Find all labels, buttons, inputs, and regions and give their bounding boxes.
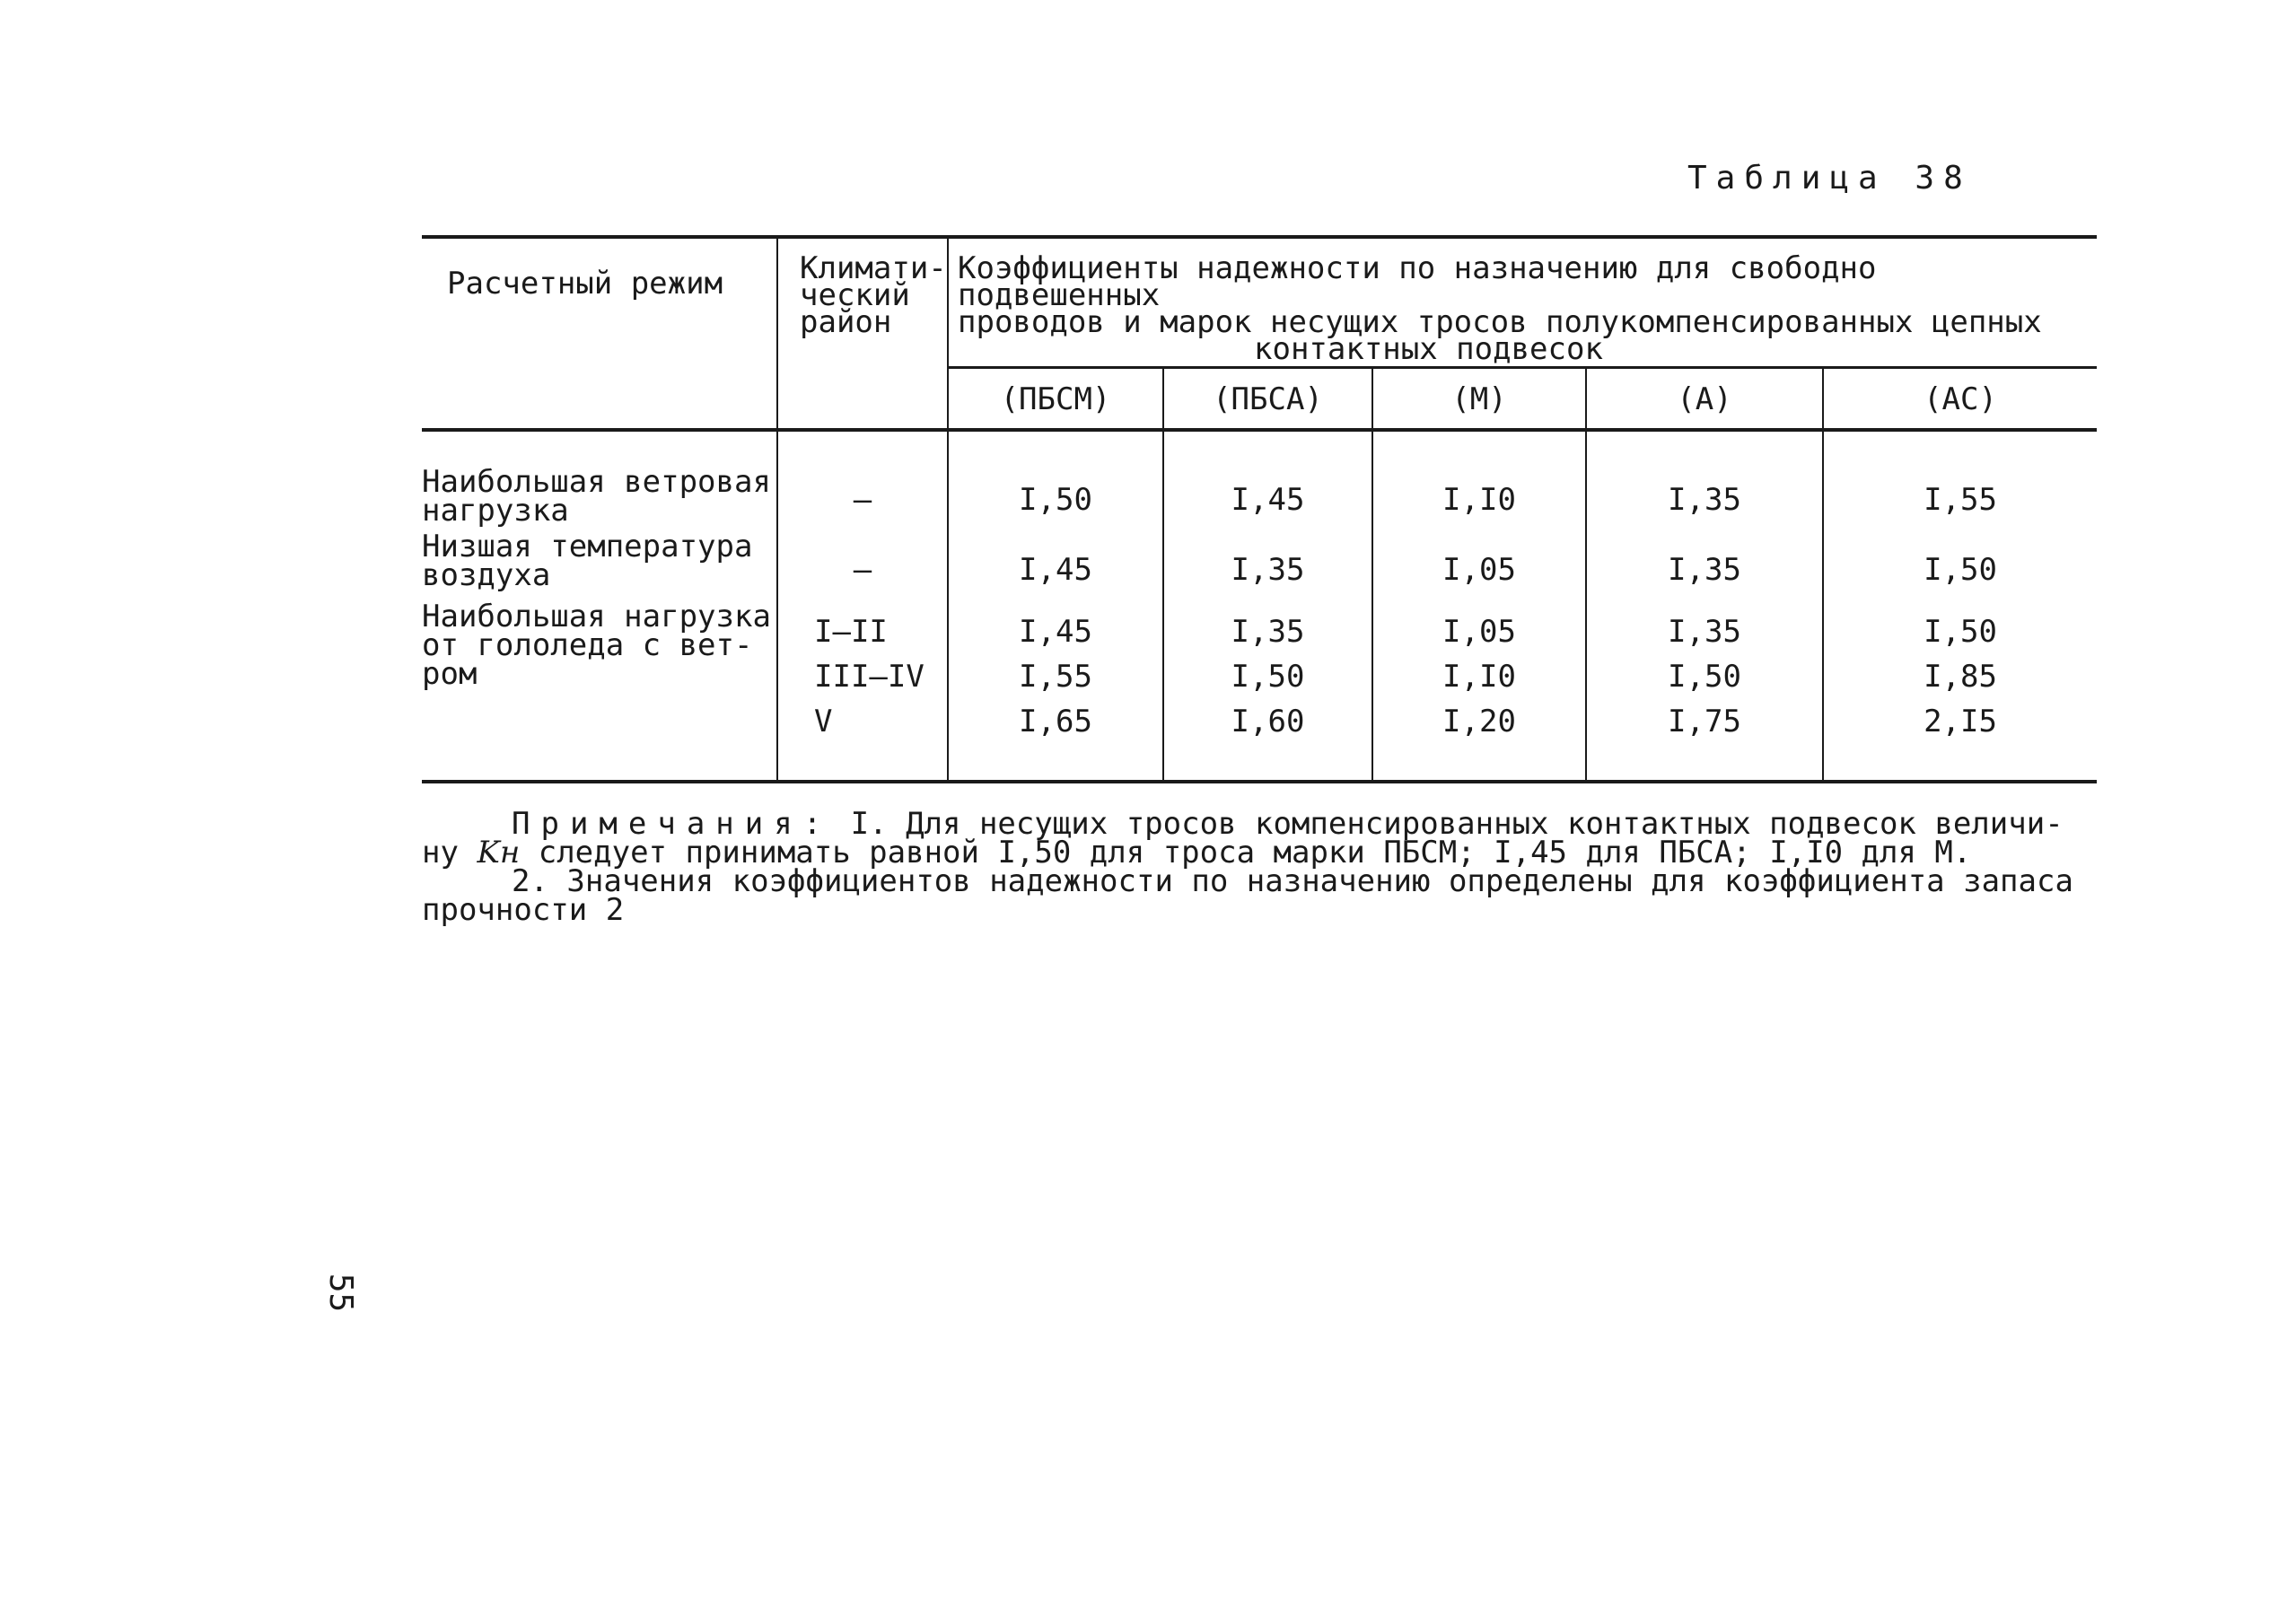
reliability-table-wrapper [422,235,2097,783]
row-climate-value: – [777,430,948,525]
header-climate-line: ческий [800,277,910,313]
table-caption: Таблица 38 [1687,160,1972,197]
regime-line: нагрузка [422,493,569,529]
note-2-first-line: 2. Значения коэффициентов надежности по назначению определены для коэффициента запаса [512,863,2073,899]
value-cell: I,35 [1586,430,1823,525]
value-line: I,45 [1019,614,1092,650]
header-coefficients [948,237,2097,368]
value-cell: I,50 [1924,552,1997,588]
value-line: I,75 [1668,704,1741,739]
notes-label: Примечания: [512,806,833,842]
value-cell-stack [948,590,1163,782]
value-cell: I,05 [1372,525,1586,590]
header-coef-line: контактных подвесок [1254,331,1603,367]
value-line: I,65 [1019,704,1092,739]
climate-line: V [814,704,833,739]
note-1-cont-text: следует принимать равной I,50 для троса марки ПБСМ; I,45 для ПБСА; I,I0 для М. [538,835,1972,871]
value-line: I,I0 [1442,659,1516,695]
row-regime-label [422,430,777,529]
note-1-text: I. Для несущих тросов компенсированных контактных подвесок величи- [850,806,2064,842]
value-cell-stack [1372,590,1586,782]
value-line: I,35 [1668,614,1741,650]
value-cell-stack [1586,590,1823,782]
value-line: I,35 [1231,614,1305,650]
value-line: 2,I5 [1924,704,1997,739]
climate-line: III–IV [814,659,925,695]
value-line: I,50 [1668,659,1741,695]
header-climate-line: Климати- [800,250,947,286]
header-regime: Расчетный режим [422,237,777,430]
value-cell: I,I0 [1372,430,1586,525]
value-line: I,55 [1019,659,1092,695]
note-2-continuation: прочности 2 [422,892,625,928]
value-cell: I,45 [948,525,1163,590]
regime-line: ром [422,656,478,692]
value-cell: I,50 [948,430,1163,525]
regime-line: Наибольшая нагрузка [422,599,771,634]
header-mark-pbsm: (ПБСМ) [948,368,1163,431]
regime-line: воздуха [422,557,551,593]
header-coef-line: проводов и марок несущих тросов полукомпенсированных цепных [958,304,2042,340]
value-line: I,20 [1442,704,1516,739]
row-climate-values [777,590,948,782]
value-cell: I,35 [1586,525,1823,590]
header-climate-line: район [800,304,892,340]
notes-block [422,806,2097,928]
header-coef-line: Коэффициенты надежности по назначению для свободно подвешенных [958,250,1877,313]
value-line: I,50 [1231,659,1305,695]
climate-line: I–II [814,614,888,650]
row-regime-label [422,525,777,593]
header-climate-region [777,237,948,430]
value-cell: I,55 [1924,482,1997,518]
table-row [422,430,2097,525]
value-line: I,50 [1924,614,1997,650]
value-line: I,60 [1231,704,1305,739]
value-line: I,05 [1442,614,1516,650]
header-mark-pbsa: (ПБСА) [1163,368,1372,431]
value-cell: I,35 [1163,525,1372,590]
regime-line: Низшая температура [422,529,753,564]
value-cell-stack [1823,590,2097,782]
regime-line: Наибольшая ветровая [422,464,771,500]
table-row [422,590,2097,782]
row-regime-label [422,590,777,782]
value-cell-stack [1163,590,1372,782]
value-line: I,85 [1924,659,1997,695]
page-number: 55 [322,1273,360,1313]
row-climate-value: – [777,525,948,590]
k-coefficient-symbol: Kн [477,835,521,871]
reliability-coefficients-table [422,235,2097,783]
table-row [422,525,2097,590]
header-mark-a: (А) [1586,368,1823,431]
regime-line: от гололеда с вет- [422,627,753,663]
note-1-prefix: ну [422,835,459,871]
header-mark-as: (АС) [1823,368,2097,431]
value-cell: I,45 [1163,430,1372,525]
header-mark-m: (М) [1372,368,1586,431]
